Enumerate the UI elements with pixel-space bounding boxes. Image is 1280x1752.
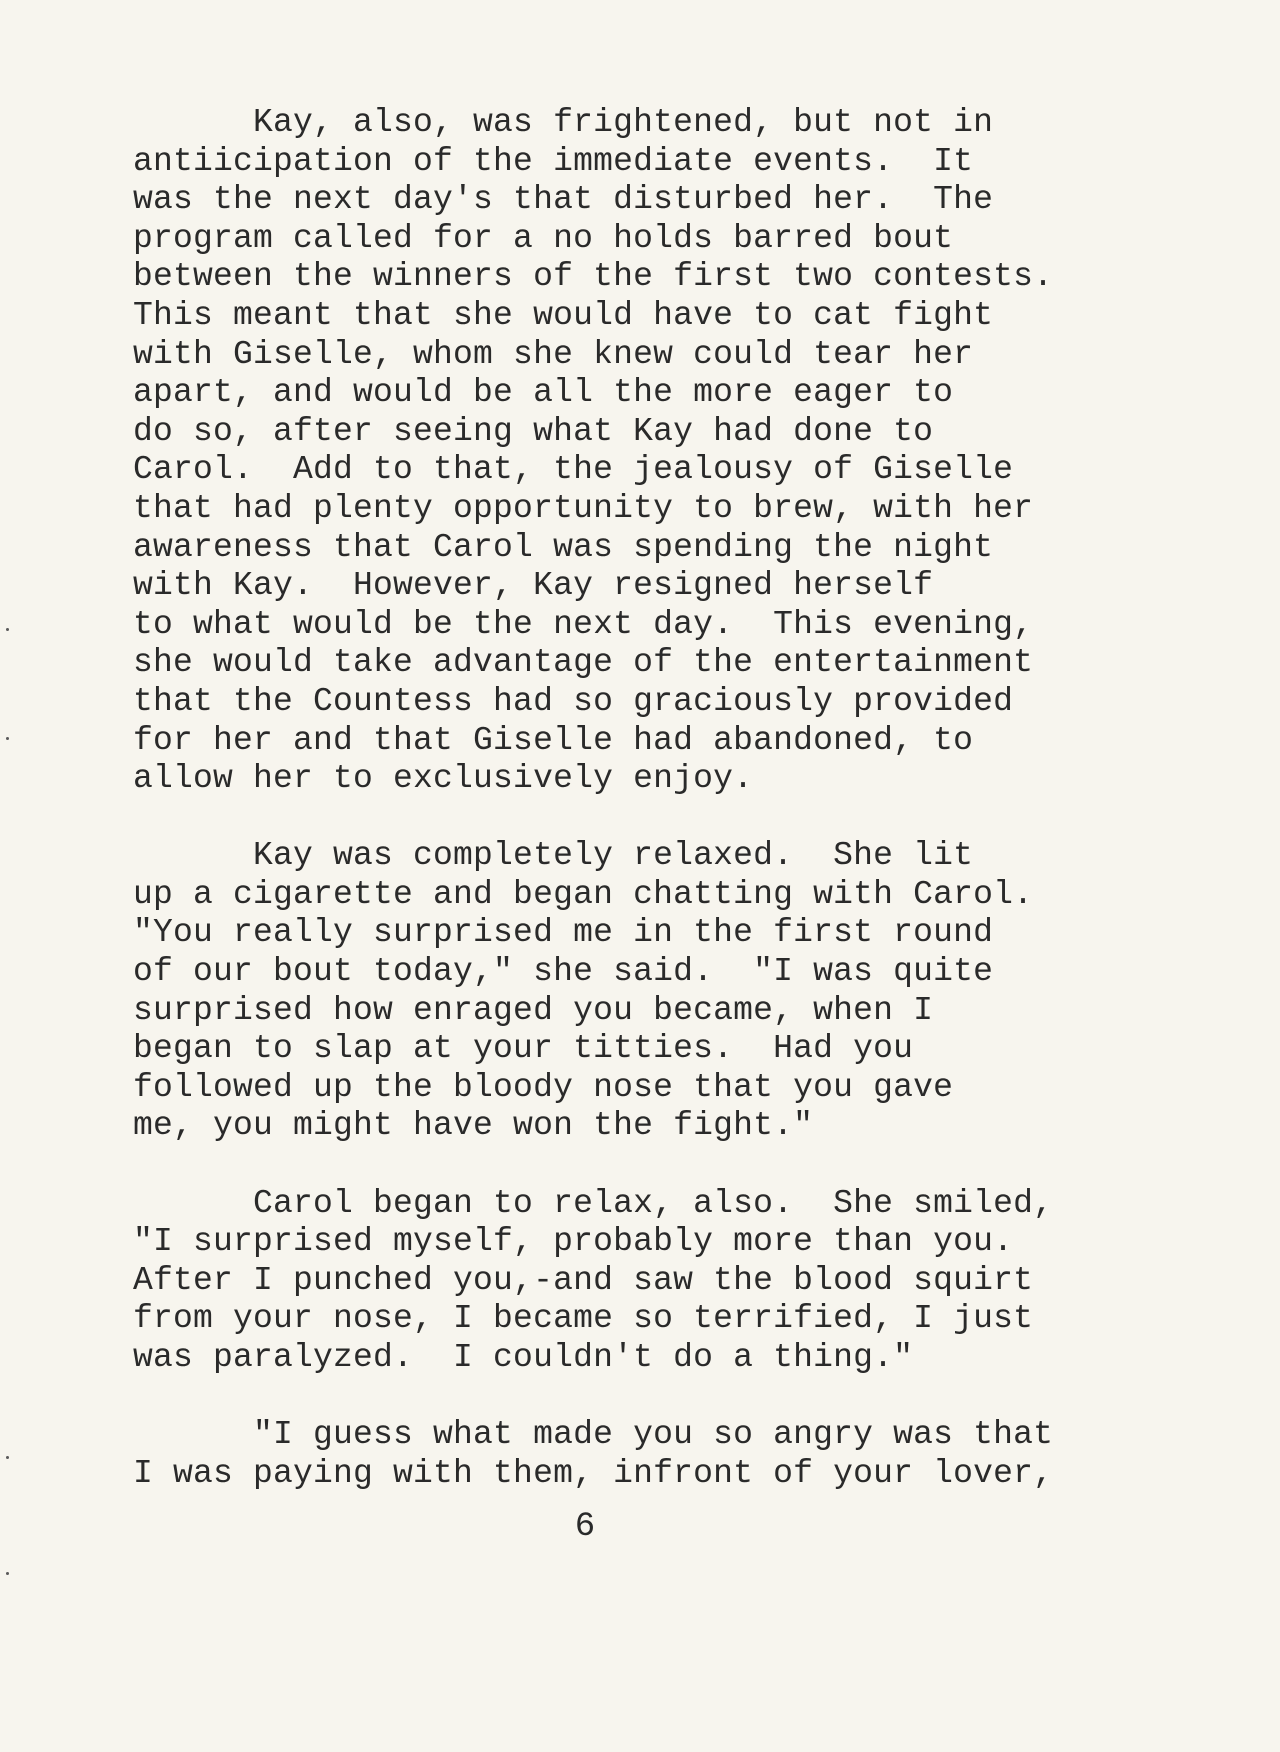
text-line: awareness that Carol was spending the night — [133, 528, 994, 566]
body-text — [133, 104, 1233, 1493]
text-line: of our bout today," she said. "I was quite — [133, 953, 994, 991]
text-line: with Kay. However, Kay resigned herself — [133, 567, 934, 605]
margin-speck — [6, 628, 9, 631]
text-line: "I surprised myself, probably more than you. — [133, 1223, 1014, 1261]
margin-speck — [6, 737, 9, 740]
text-line: This meant that she would have to cat fight — [133, 296, 994, 334]
text-line: me, you might have won the fight." — [133, 1107, 814, 1145]
text-line: from your nose, I became so terrified, I just — [133, 1300, 1034, 1338]
text-line: surprised how enraged you became, when I — [133, 991, 934, 1029]
text-line: I was paying with them, infront of your lover, — [133, 1454, 1054, 1492]
text-line: Carol. Add to that, the jealousy of Giselle — [133, 451, 1014, 489]
text-line: program called for a no holds barred bout — [133, 219, 954, 257]
text-line: that had plenty opportunity to brew, with her — [133, 489, 1034, 527]
text-line: allow her to exclusively enjoy. — [133, 760, 754, 798]
text-line: that the Countess had so graciously provided — [133, 682, 1014, 720]
margin-speck — [6, 1572, 9, 1575]
text-line: Kay was completely relaxed. She lit — [133, 837, 974, 875]
text-line: she would take advantage of the entertainment — [133, 644, 1034, 682]
text-line: do so, after seeing what Kay had done to — [133, 412, 934, 450]
text-line: followed up the bloody nose that you gave — [133, 1068, 954, 1106]
text-line: for her and that Giselle had abandoned, to — [133, 721, 974, 759]
margin-speck — [6, 1456, 9, 1459]
page-number: 6 — [574, 1508, 596, 1546]
text-line: between the winners of the first two contests. — [133, 258, 1054, 296]
text-line: "I guess what made you so angry was that — [133, 1416, 1054, 1454]
paragraph — [133, 837, 1233, 1146]
text-line: After I punched you,-and saw the blood squirt — [133, 1261, 1034, 1299]
paragraph — [133, 1185, 1233, 1378]
text-line: antiicipation of the immediate events. It — [133, 142, 974, 180]
text-line: with Giselle, whom she knew could tear her — [133, 335, 974, 373]
text-line: Carol began to relax, also. She smiled, — [133, 1184, 1054, 1222]
paragraph — [133, 1416, 1233, 1493]
text-line: apart, and would be all the more eager to — [133, 374, 954, 412]
text-line: Kay, also, was frightened, but not in — [133, 104, 994, 141]
text-line: "You really surprised me in the first round — [133, 914, 994, 952]
text-line: up a cigarette and began chatting with Carol. — [133, 875, 1034, 913]
paragraph — [133, 104, 1233, 799]
text-line: was the next day's that disturbed her. The — [133, 181, 994, 219]
text-line: began to slap at your titties. Had you — [133, 1030, 914, 1068]
text-line: to what would be the next day. This evening, — [133, 605, 1034, 643]
text-line: was paralyzed. I couldn't do a thing." — [133, 1339, 914, 1376]
